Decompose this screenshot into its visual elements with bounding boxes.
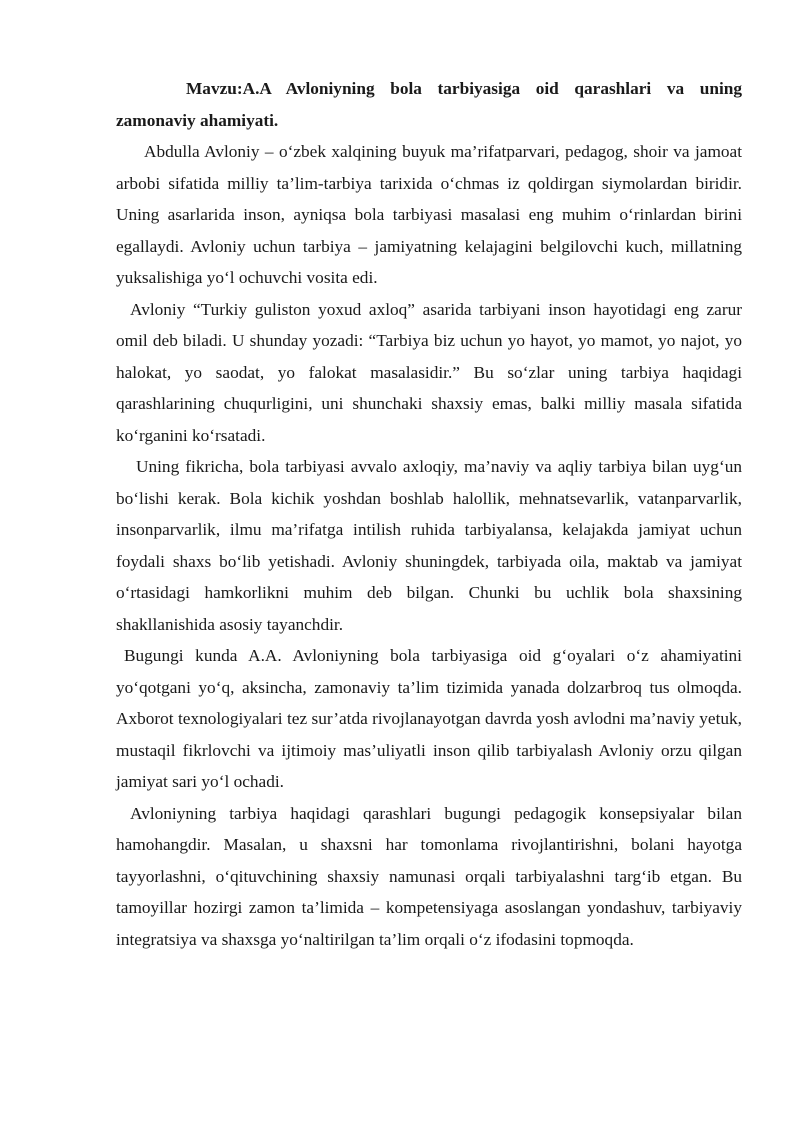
paragraph-5: Avloniyning tarbiya haqidagi qarashlari bugungi pedagogik konsepsiyalar bilan hamohangdir. Masalan, u shaxsni har tomonlama rivojlantirishni, bolani hayotga tayyorlashni, o‘qituvchining shaxsiy namunasi orqali tarbiyalashni targ‘ib etgan. Bu tamoyillar hozirgi zamon ta’limida – kompetensiyaga asoslangan yondashuv, tarbiyaviy integratsiya va shaxsga yo‘naltirilgan ta’lim orqali o‘z ifodasini topmoqda. (116, 803, 742, 949)
paragraph-4: Bugungi kunda A.A. Avloniyning bola tarbiyasiga oid g‘oyalari o‘z ahamiyatini yo‘qotgani yo‘q, aksincha, zamonaviy ta’lim tizimida yanada dolzarbroq tus olmoqda. Axborot texnologiyalari tez sur’atda rivojlanayotgan davrda yosh avlodni ma’naviy yetuk, mustaqil fikrlovchi va ijtimoiy mas’uliyatli inson qilib tarbiyalash Avloniy orzu qilgan jamiyat sari yo‘l ochadi. (116, 646, 742, 791)
document-title: Mavzu:A.A Avloniyning bola tarbiyasiga oid qarashlari va uning zamonaviy ahamiyati. (116, 79, 742, 130)
paragraph-3: Uning fikricha, bola tarbiyasi avvalo axloqiy, ma’naviy va aqliy tarbiya bilan uyg‘un bo‘lishi kerak. Bola kichik yoshdan boshlab halollik, mehnatsevarlik, vatanparvarlik, insonparvarlik, ilmu ma’rifatga intilish ruhida tarbiyalansa, kelajakda jamiyat uchun foydali shaxs bo‘lib yetishadi. Avloniy shuningdek, tarbiyada oila, maktab va jamiyat o‘rtasidagi hamkorlikni muhim deb bilgan. Chunki bu uchlik bola shaxsining shakllanishida asosiy tayanchdir. (116, 457, 742, 634)
document-page (116, 73, 742, 955)
paragraph-1: Abdulla Avloniy – o‘zbek xalqining buyuk ma’rifatparvari, pedagog, shoir va jamoat arbobi sifatida milliy ta’lim-tarbiya tarixida o‘chmas iz qoldirgan siymolardan biridir. Uning asarlarida inson, ayniqsa bola tarbiyasi masalasi eng muhim o‘rinlardan birini egallaydi. Avloniy uchun tarbiya – jamiyatning kelajagini belgilovchi kuch, millatning yuksalishiga yo‘l ochuvchi vosita edi. (116, 142, 742, 287)
paragraph-2: Avloniy “Turkiy guliston yoxud axloq” asarida tarbiyani inson hayotidagi eng zarur omil deb biladi. U shunday yozadi: “Tarbiya biz uchun yo hayot, yo mamot, yo najot, yo halokat, yo saodat, yo falokat masalasidir.” Bu so‘zlar uning tarbiya haqidagi qarashlarining chuqurligini, uni shunchaki shaxsiy emas, balki milliy masala sifatida ko‘rganini ko‘rsatadi. (116, 299, 742, 445)
